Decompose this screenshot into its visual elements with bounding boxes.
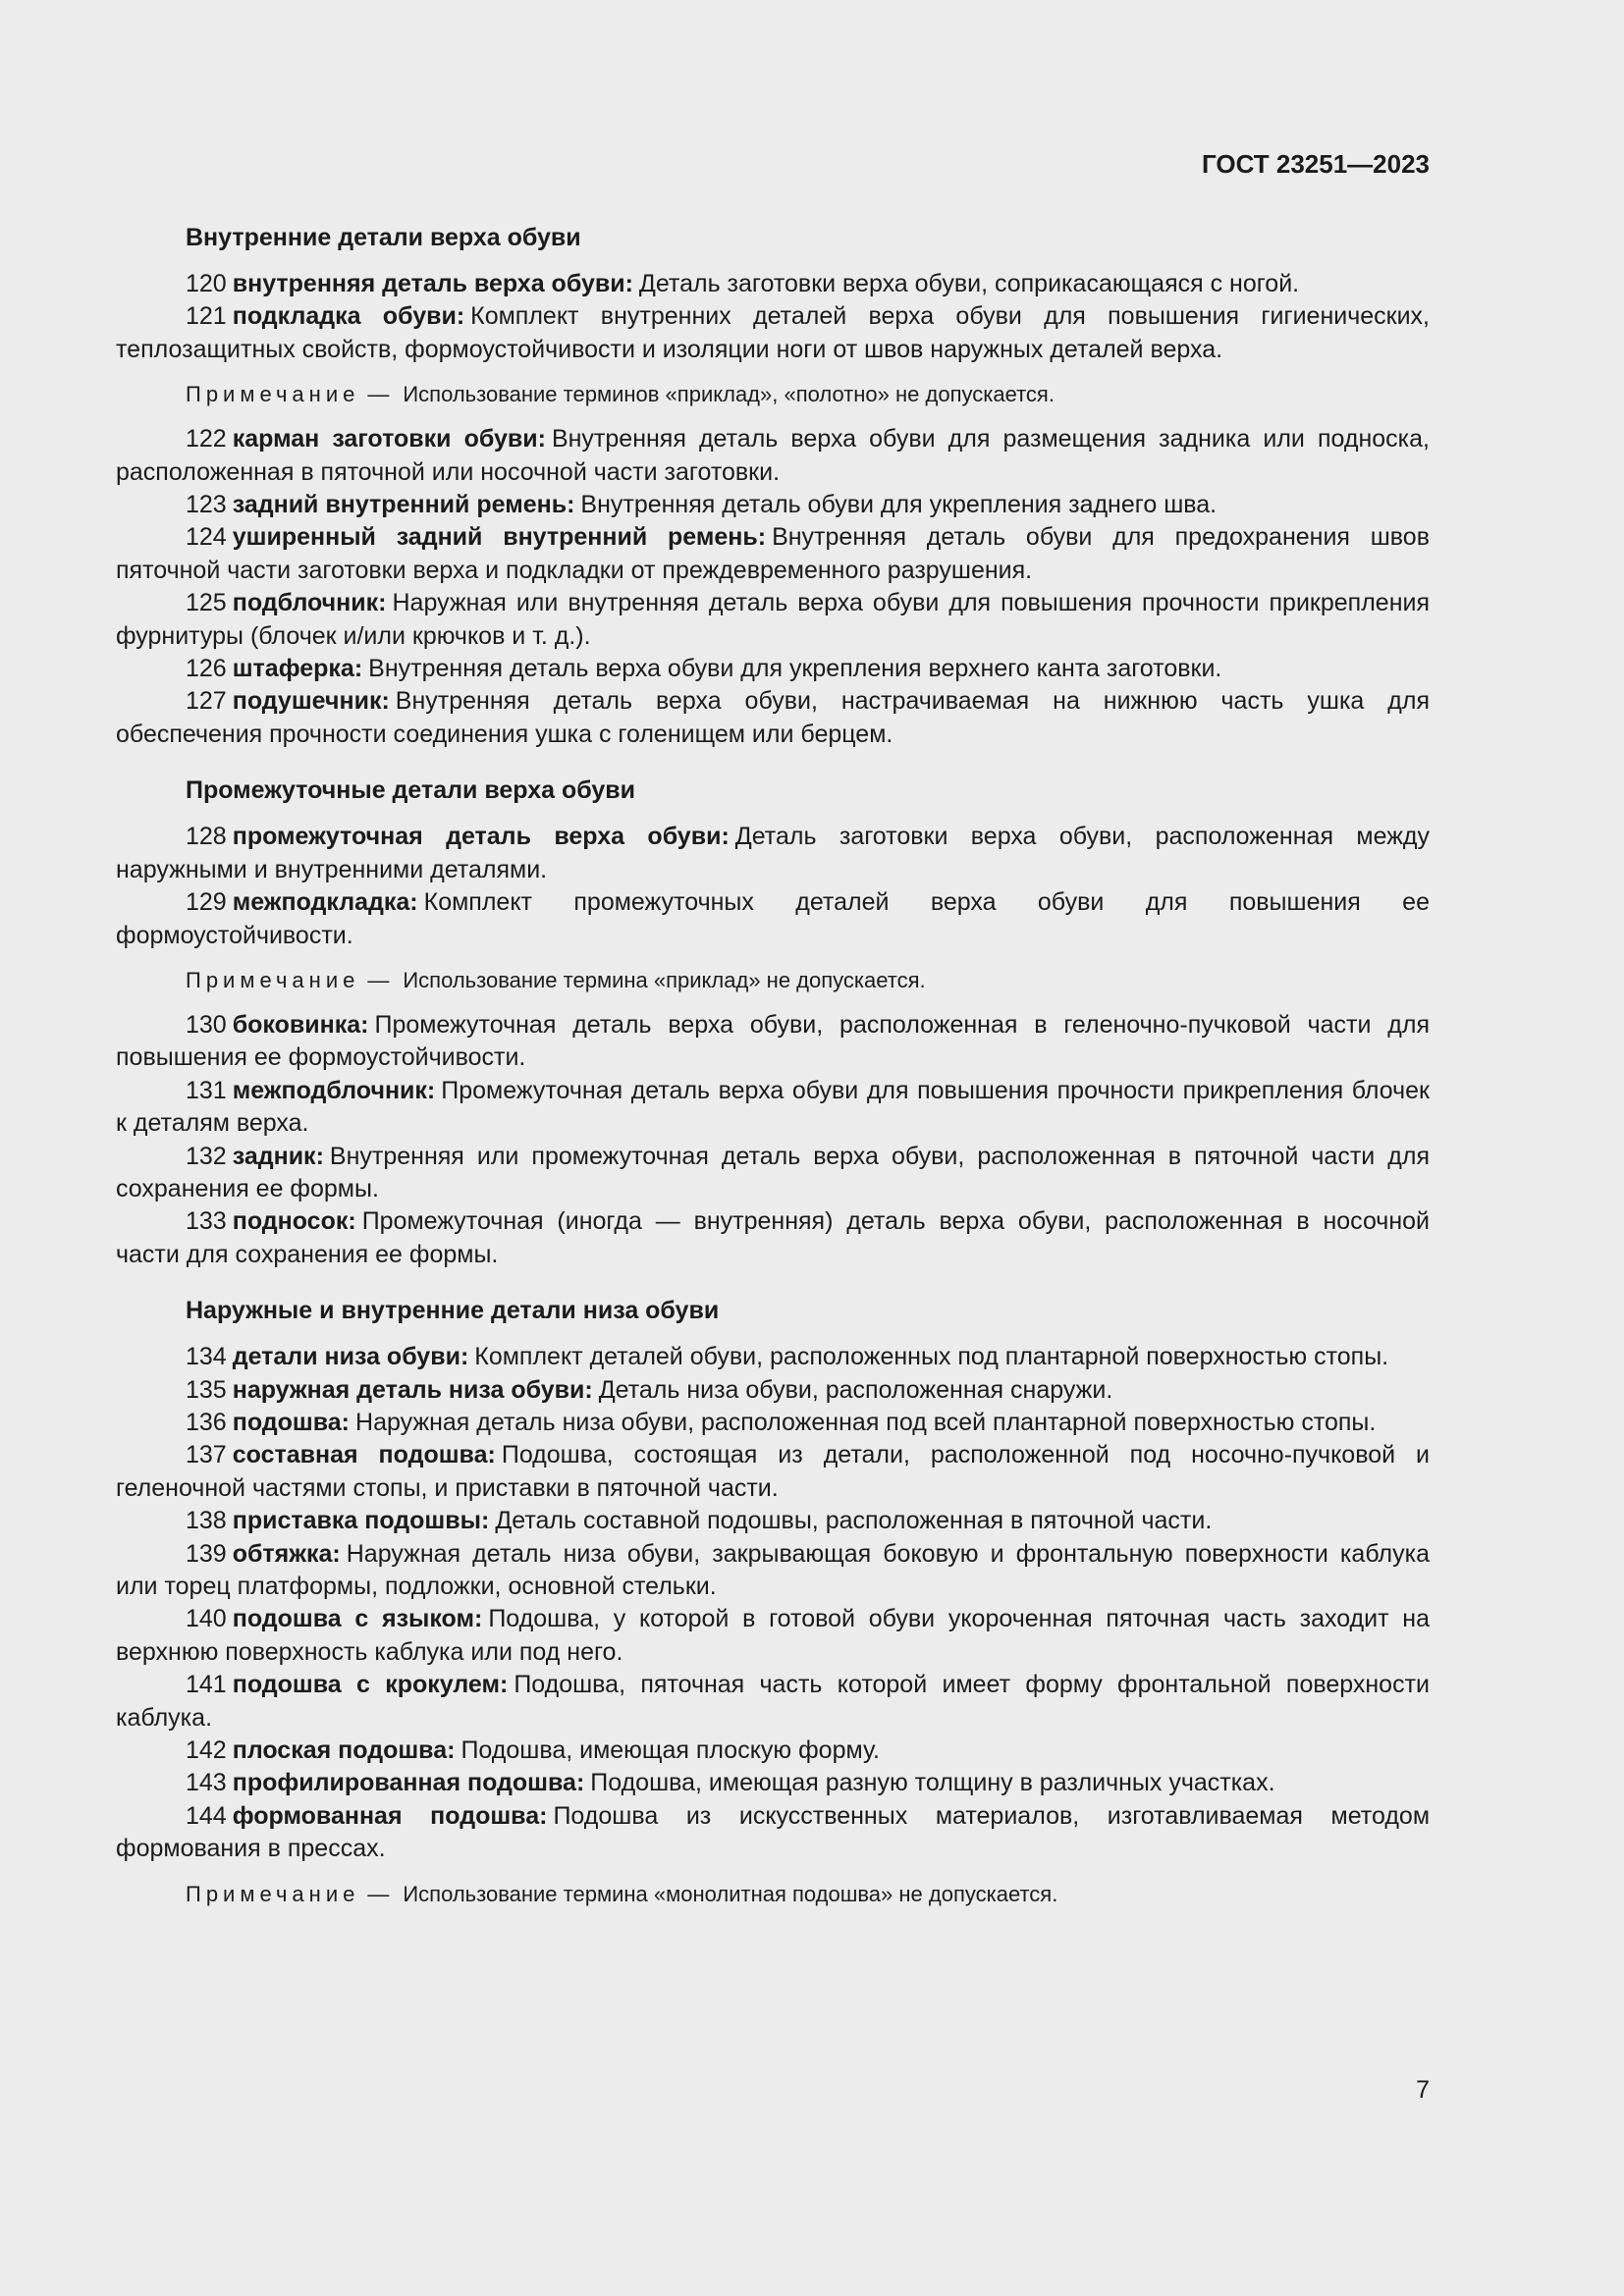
term-number: 135: [186, 1375, 227, 1404]
term-number: 138: [186, 1507, 227, 1535]
term-name: подошва с языком:: [232, 1605, 483, 1633]
term-name: боковинка:: [232, 1010, 369, 1039]
term-name: штаферка:: [232, 655, 363, 683]
term-name: составная подошва:: [232, 1441, 496, 1469]
term-entry: [116, 1407, 1430, 1439]
term-definition: Комплект внутренних деталей верха обуви для повышения гигиенических, теплозащитных свойств, формоустойчивости и изоляции ноги от швов наружных деталей верха.: [116, 302, 1430, 363]
note: [116, 1880, 1430, 1909]
term-name: обтяжка:: [232, 1539, 341, 1568]
term-entry: [116, 1439, 1430, 1505]
term-definition: Подошва, состоящая из детали, расположенной под носочно-пучковой и геленочной частями стопы, и приставки в пяточной части.: [116, 1441, 1431, 1502]
term-entry: [116, 1669, 1430, 1735]
term-name: наружная деталь низа обуви:: [232, 1375, 593, 1404]
term-name: детали низа обуви:: [232, 1343, 469, 1371]
term-number: 130: [186, 1010, 227, 1039]
term-definition: Промежуточная деталь верха обуви, расположенная в геленочно-пучковой части для повышения ее формоустойчивости.: [116, 1010, 1430, 1072]
note-text: Использование терминов «приклад», «полотно» не допускается.: [403, 382, 1055, 407]
term-name: подушечник:: [232, 687, 390, 716]
term-number: 122: [186, 425, 227, 454]
term-definition: Подошва из искусственных материалов, изготавливаемая методом формования в прессах.: [116, 1801, 1431, 1863]
term-number: 134: [186, 1343, 227, 1371]
term-number: 123: [186, 491, 227, 519]
term-definition: Наружная деталь низа обуви, расположенная под всей плантарной поверхностью стопы.: [355, 1408, 1377, 1436]
term-definition: Внутренняя деталь верха обуви для укрепления верхнего канта заготовки.: [368, 655, 1222, 683]
note: [116, 380, 1430, 409]
term-number: 144: [186, 1801, 227, 1830]
term-number: 128: [186, 823, 227, 851]
term-number: 124: [186, 523, 227, 552]
term-name: подкладка обуви:: [232, 302, 465, 331]
section-title: Внутренние детали верха обуви: [186, 224, 581, 251]
term-entry: [116, 1141, 1430, 1206]
term-entry: [116, 300, 1430, 366]
section-title: Наружные и внутренние детали низа обуви: [186, 1297, 720, 1325]
term-entry: [116, 685, 1430, 751]
term-number: 129: [186, 888, 227, 917]
section-internal-upper-parts: [116, 222, 1430, 751]
term-definition: Деталь низа обуви, расположенная снаружи.: [598, 1375, 1113, 1404]
term-definition: Подошва, у которой в готовой обуви укороченная пяточная часть заходит на верхнюю поверхность каблука или под него.: [116, 1605, 1430, 1666]
term-entry: [116, 1603, 1430, 1669]
term-definition: Внутренняя деталь обуви для предохранения швов пяточной части заготовки верха и подкладки от преждевременного разрушения.: [116, 523, 1430, 584]
page-number: 7: [1416, 2076, 1430, 2104]
term-name: внутренняя деталь верха обуви:: [232, 270, 633, 297]
note-dash: —: [367, 1881, 390, 1906]
term-name: профилированная подошва:: [232, 1769, 585, 1797]
term-entry: [116, 1505, 1430, 1537]
term-name: промежуточная деталь верха обуви:: [232, 823, 730, 851]
section-outer-inner-bottom-parts: [116, 1295, 1430, 1909]
term-entry: [116, 1800, 1430, 1866]
term-definition: Внутренняя деталь обуви для укрепления заднего шва.: [580, 491, 1218, 519]
term-definition: Подошва, пяточная часть которой имеет форму фронтальной поверхности каблука.: [116, 1671, 1430, 1732]
section-spacer: [116, 751, 1430, 774]
term-number: 127: [186, 687, 227, 716]
term-entry: [116, 1205, 1430, 1271]
section-title: Промежуточные детали верха обуви: [186, 776, 636, 805]
term-name: задний внутренний ремень:: [232, 491, 575, 519]
term-definition: Внутренняя деталь верха обуви для размещения задника или подноска, расположенная в пяточной или носочной части заготовки.: [116, 425, 1430, 486]
term-number: 137: [186, 1441, 227, 1469]
term-number: 140: [186, 1605, 227, 1633]
term-entry: [116, 1341, 1430, 1373]
term-entry: [116, 1538, 1430, 1604]
term-number: 121: [186, 302, 227, 331]
term-definition: Промежуточная (иногда — внутренняя) деталь верха обуви, расположенная в носочной части для сохранения ее формы.: [116, 1207, 1430, 1268]
term-definition: Внутренняя деталь верха обуви, настрачиваемая на нижнюю часть ушка для обеспечения прочности соединения ушка с голенищем или берцем.: [116, 687, 1430, 748]
term-name: подблочник:: [232, 589, 387, 617]
note-dash: —: [367, 967, 390, 992]
term-name: задник:: [232, 1142, 324, 1170]
term-name: формованная подошва:: [232, 1801, 548, 1830]
term-entry: [116, 268, 1430, 300]
term-definition: Комплект деталей обуви, расположенных под плантарной поверхностью стопы.: [474, 1343, 1389, 1371]
term-name: подошва с крокулем:: [232, 1671, 509, 1699]
term-number: 141: [186, 1671, 227, 1699]
term-entry: [116, 1009, 1430, 1075]
term-number: 120: [186, 270, 227, 297]
term-definition: Комплект промежуточных деталей верха обуви для повышения ее формоустойчивости.: [116, 888, 1430, 949]
term-number: 131: [186, 1076, 227, 1104]
term-entry: [116, 1767, 1430, 1799]
term-name: приставка подошвы:: [232, 1507, 490, 1535]
note-text: Использование термина «монолитная подошва» не допускается.: [403, 1881, 1058, 1906]
term-number: 126: [186, 655, 227, 683]
document-body: [116, 222, 1430, 1923]
note-label: Примечание: [186, 1881, 360, 1906]
note: [116, 966, 1430, 995]
note-label: Примечание: [186, 967, 360, 992]
term-name: подошва:: [232, 1408, 351, 1436]
term-definition: Подошва, имеющая плоскую форму.: [460, 1736, 880, 1765]
term-entry: [116, 1374, 1430, 1407]
term-number: 125: [186, 589, 227, 617]
term-definition: Деталь составной подошвы, расположенная в пяточной части.: [495, 1507, 1213, 1535]
term-entry: [116, 587, 1430, 653]
term-number: 136: [186, 1408, 227, 1436]
term-name: межподблочник:: [232, 1076, 436, 1104]
term-definition: Деталь заготовки верха обуви, расположенная между наружными и внутренними деталями.: [116, 823, 1431, 883]
term-name: карман заготовки обуви:: [232, 425, 546, 454]
note-text: Использование термина «приклад» не допускается.: [403, 967, 926, 992]
term-number: 132: [186, 1142, 227, 1170]
term-definition: Промежуточная деталь верха обуви для повышения прочности прикрепления блочек к деталям верха.: [116, 1076, 1430, 1138]
term-number: 133: [186, 1207, 227, 1236]
term-definition: Деталь заготовки верха обуви, соприкасающаяся с ногой.: [638, 270, 1300, 297]
section-intermediate-upper-parts: [116, 774, 1430, 1271]
term-name: плоская подошва:: [232, 1736, 456, 1765]
term-definition: Внутренняя или промежуточная деталь верха обуви, расположенная в пяточной части для сохранения ее формы.: [116, 1142, 1430, 1202]
term-entry: [116, 886, 1430, 952]
term-number: 139: [186, 1539, 227, 1568]
term-entry: [116, 821, 1430, 886]
document-id-header: ГОСТ 23251—2023: [1202, 149, 1430, 179]
term-entry: [116, 1735, 1430, 1767]
term-definition: Наружная или внутренняя деталь верха обуви для повышения прочности прикрепления фурнитуры (блочек и/или крючков и т. д.).: [116, 589, 1430, 650]
term-entry: [116, 489, 1430, 521]
term-entry: [116, 1075, 1430, 1141]
term-name: межподкладка:: [232, 888, 418, 917]
term-number: 143: [186, 1769, 227, 1797]
term-definition: Наружная деталь низа обуви, закрывающая боковую и фронтальную поверхности каблука или торец платформы, подложки, основной стельки.: [116, 1539, 1430, 1600]
term-name: уширенный задний внутренний ремень:: [232, 523, 767, 552]
term-entry: [116, 653, 1430, 685]
term-name: подносок:: [232, 1207, 356, 1236]
note-label: Примечание: [186, 382, 360, 407]
term-number: 142: [186, 1736, 227, 1765]
term-entry: [116, 521, 1430, 587]
term-definition: Подошва, имеющая разную толщину в различных участках.: [590, 1769, 1275, 1797]
note-dash: —: [367, 382, 390, 407]
term-entry: [116, 423, 1430, 489]
section-spacer: [116, 1271, 1430, 1295]
